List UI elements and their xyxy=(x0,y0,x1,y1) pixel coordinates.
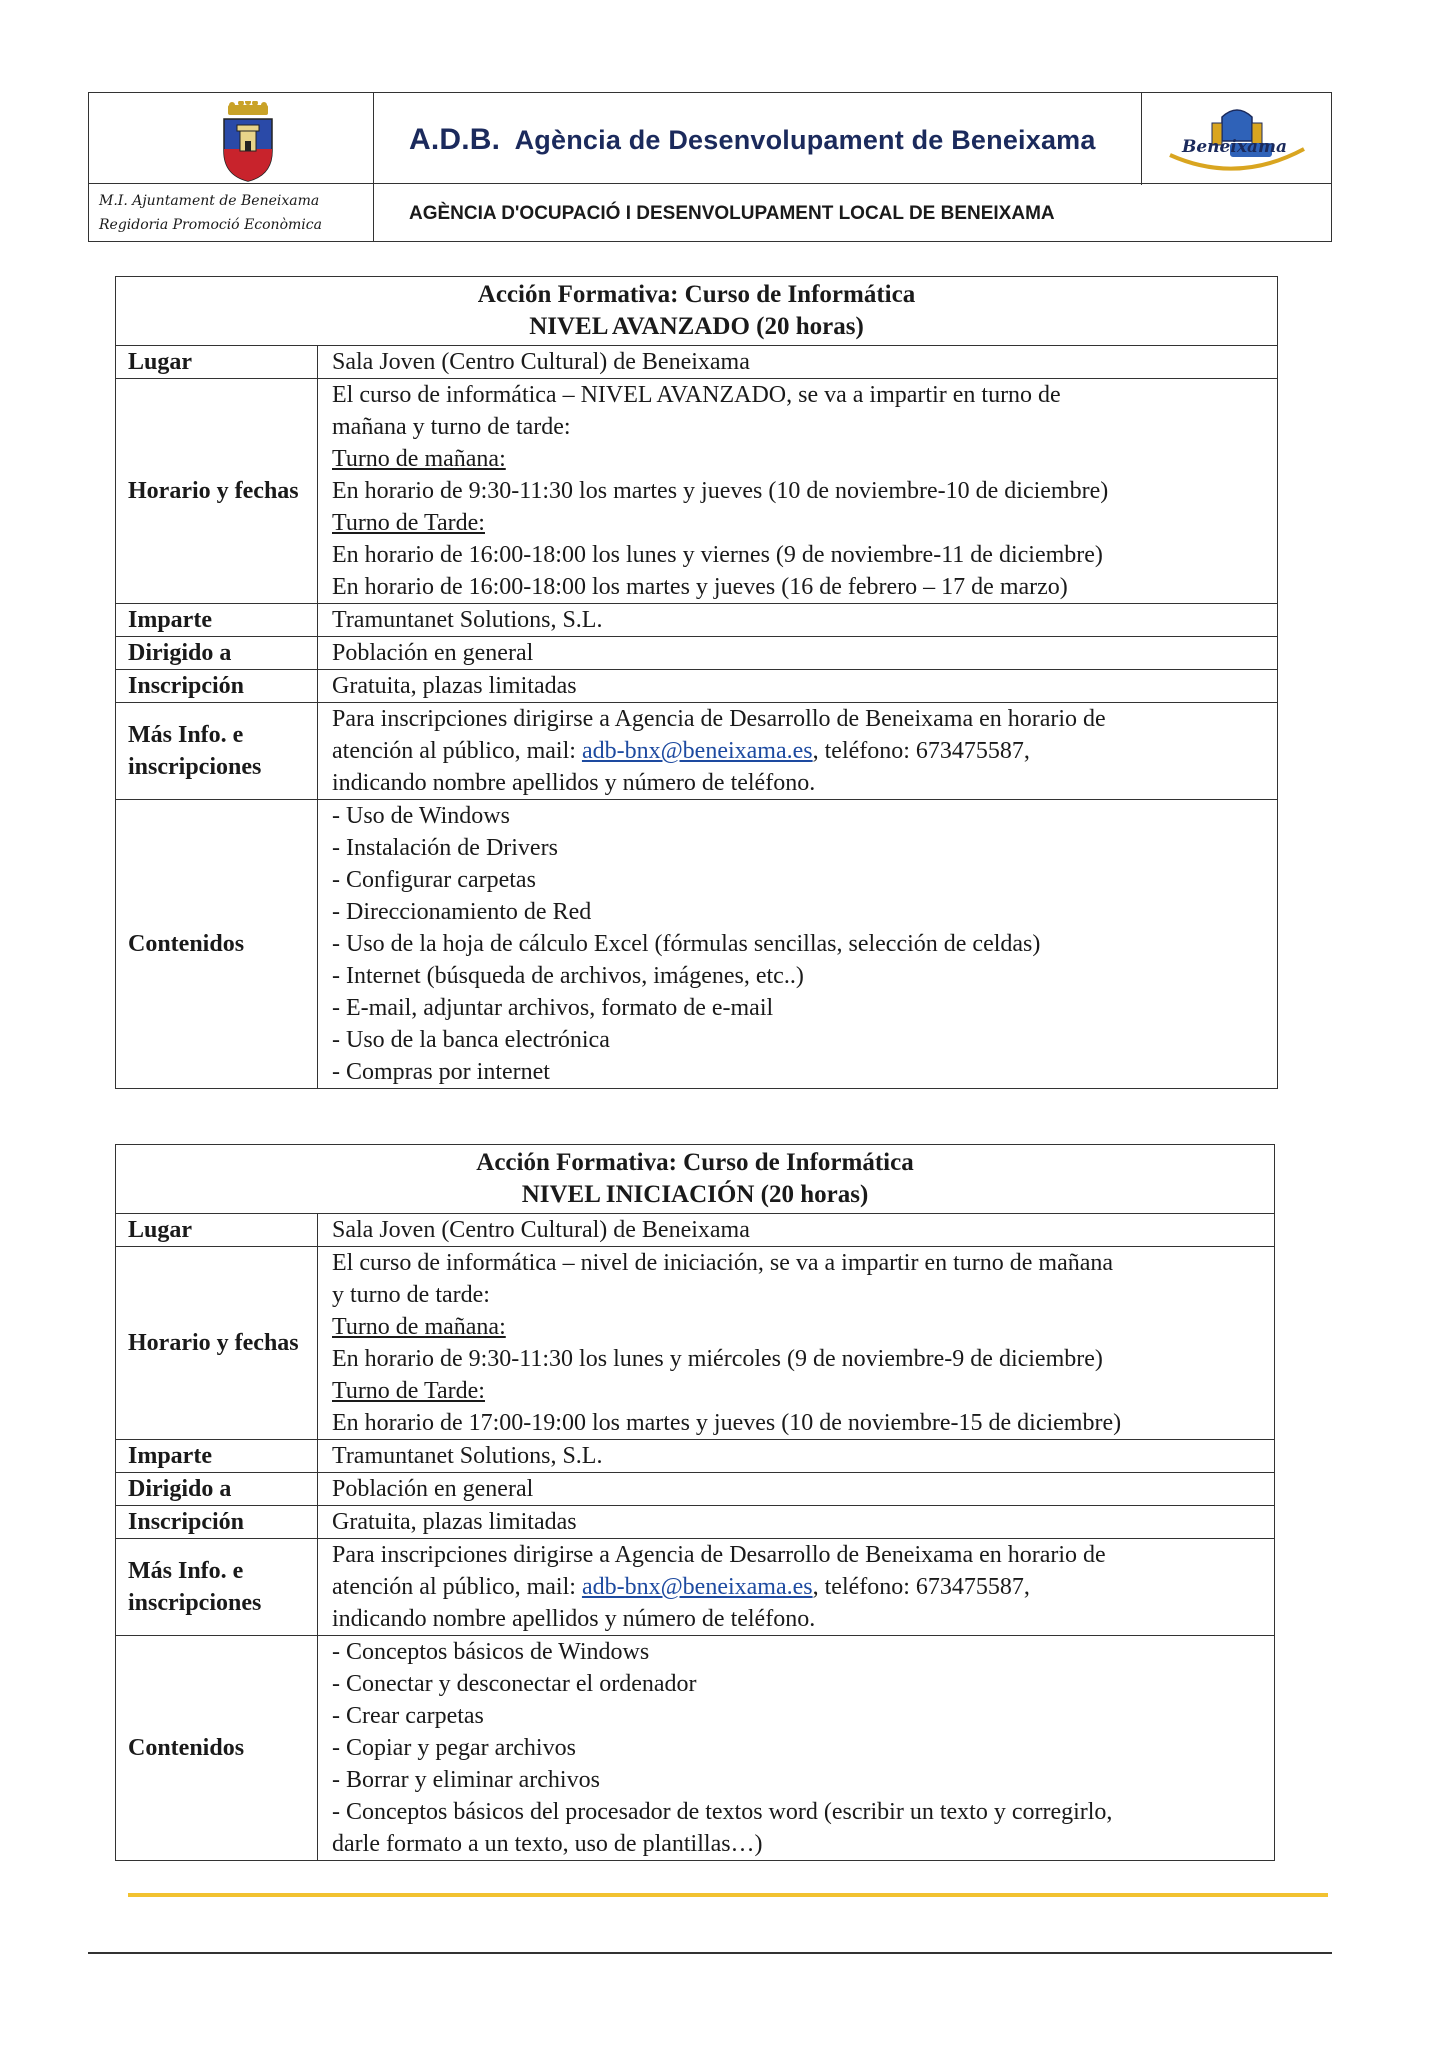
info-label: Más Info. e inscripciones xyxy=(116,703,318,800)
list-item: - Conceptos básicos del procesador de textos word (escribir un texto y corregirlo, xyxy=(332,1799,1113,1825)
email-link[interactable]: adb-bnx@beneixama.es xyxy=(581,1574,813,1600)
lugar-row xyxy=(116,1214,1275,1247)
horario-value: El curso de informática – nivel de iniciación, se va a impartir en turno de mañana y turno de tarde: Turno de mañana: En horario de 9:30-11:30 los lunes y miércoles (9 de noviembre-9 de diciembre) Turno de Tarde: En horario de 17:00-19:00 los martes y jueves (10 de noviembre-15 de diciembre) xyxy=(318,1247,1275,1440)
list-item: - Copiar y pegar archivos xyxy=(332,1735,576,1761)
course-title-row xyxy=(116,277,1278,346)
dirigido-value: Población en general xyxy=(318,1473,1275,1506)
info-value: Para inscripciones dirigirse a Agencia de Desarrollo de Beneixama en horario de atención al público, mail: adb-bnx@beneixama.es, teléfono: 673475587, indicando nombre apellidos y número de teléfono. xyxy=(318,703,1278,800)
lugar-label: Lugar xyxy=(116,346,318,379)
course-iniciacion-table xyxy=(115,1144,1275,1861)
agency-subtitle: AGÈNCIA D'OCUPACIÓ I DESENVOLUPAMENT LOCAL DE BENEIXAMA xyxy=(409,203,1055,224)
list-item: - Configurar carpetas xyxy=(332,867,536,893)
imparte-value: Tramuntanet Solutions, S.L. xyxy=(318,604,1278,637)
contenidos-row xyxy=(116,1636,1275,1861)
list-item: - Uso de Windows xyxy=(332,803,510,829)
inscripcion-value: Gratuita, plazas limitadas xyxy=(318,1506,1275,1539)
agency-title: A.D.B. Agència de Desenvolupament de Beneixama xyxy=(409,123,1096,156)
page-bottom-border xyxy=(88,1952,1332,1954)
dirigido-label: Dirigido a xyxy=(116,637,318,670)
list-item: - Instalación de Drivers xyxy=(332,835,558,861)
lugar-value: Sala Joven (Centro Cultural) de Beneixama xyxy=(318,346,1278,379)
lugar-label: Lugar xyxy=(116,1214,318,1247)
beneixama-logo-text: Beneixama xyxy=(1182,137,1287,157)
list-item: - Borrar y eliminar archivos xyxy=(332,1767,600,1793)
info-value: Para inscripciones dirigirse a Agencia de Desarrollo de Beneixama en horario de atención al público, mail: adb-bnx@beneixama.es, teléfono: 673475587, indicando nombre apellidos y número de teléfono. xyxy=(318,1539,1275,1636)
horario-label: Horario y fechas xyxy=(116,1247,318,1440)
info-row xyxy=(116,1539,1275,1636)
inscripcion-label: Inscripción xyxy=(116,1506,318,1539)
course-title: Acción Formativa: Curso de Informática NIVEL INICIACIÓN (20 horas) xyxy=(116,1145,1275,1214)
contenidos-value xyxy=(318,800,1278,1089)
course-title-row xyxy=(116,1145,1275,1214)
list-item: - Direccionamiento de Red xyxy=(332,899,592,925)
coat-of-arms-icon xyxy=(214,101,282,183)
contenidos-label: Contenidos xyxy=(116,1636,318,1861)
lugar-row xyxy=(116,346,1278,379)
inscripcion-row xyxy=(116,670,1278,703)
list-item: - E-mail, adjuntar archivos, formato de e-mail xyxy=(332,995,774,1021)
info-label: Más Info. e inscripciones xyxy=(116,1539,318,1636)
list-item: - Conceptos básicos de Windows xyxy=(332,1639,650,1665)
inscripcion-row xyxy=(116,1506,1275,1539)
contenidos-label: Contenidos xyxy=(116,800,318,1089)
contenidos-row xyxy=(116,800,1278,1089)
footer-rule xyxy=(128,1893,1328,1897)
dirigido-value: Población en general xyxy=(318,637,1278,670)
imparte-label: Imparte xyxy=(116,1440,318,1473)
imparte-value: Tramuntanet Solutions, S.L. xyxy=(318,1440,1275,1473)
dirigido-row xyxy=(116,637,1278,670)
horario-row xyxy=(116,1247,1275,1440)
letterhead xyxy=(88,92,1332,242)
imparte-row xyxy=(116,604,1278,637)
list-item: darle formato a un texto, uso de plantillas…) xyxy=(332,1831,763,1857)
lugar-value: Sala Joven (Centro Cultural) de Beneixama xyxy=(318,1214,1275,1247)
info-row xyxy=(116,703,1278,800)
list-item: - Internet (búsqueda de archivos, imágenes, etc..) xyxy=(332,963,804,989)
list-item: - Conectar y desconectar el ordenador xyxy=(332,1671,697,1697)
contenidos-value xyxy=(318,1636,1275,1861)
imparte-label: Imparte xyxy=(116,604,318,637)
list-item: - Crear carpetas xyxy=(332,1703,484,1729)
list-item: - Uso de la banca electrónica xyxy=(332,1027,610,1053)
list-item: - Compras por internet xyxy=(332,1059,550,1085)
dirigido-row xyxy=(116,1473,1275,1506)
imparte-row xyxy=(116,1440,1275,1473)
inscripcion-value: Gratuita, plazas limitadas xyxy=(318,670,1278,703)
beneixama-logo xyxy=(1141,93,1331,185)
horario-row xyxy=(116,379,1278,604)
horario-label: Horario y fechas xyxy=(116,379,318,604)
email-link[interactable]: adb-bnx@beneixama.es xyxy=(581,738,813,764)
course-avanzado-table xyxy=(115,276,1278,1089)
list-item: - Uso de la hoja de cálculo Excel (fórmulas sencillas, selección de celdas) xyxy=(332,931,1041,957)
inscripcion-label: Inscripción xyxy=(116,670,318,703)
horario-value: El curso de informática – NIVEL AVANZADO, se va a impartir en turno de mañana y turno de tarde: Turno de mañana: En horario de 9:30-11:30 los martes y jueves (10 de noviembre-10 de diciembre) Turno de Tarde: En horario de 16:00-18:00 los lunes y viernes (9 de noviembre-11 de diciembre) En horario de 16:00-18:00 los martes y jueves (16 de febrero – 17 de marzo) xyxy=(318,379,1278,604)
municipality-block xyxy=(89,93,374,241)
ajuntament-caption: M.I. Ajuntament de Beneixama Regidoria Promoció Econòmica xyxy=(99,193,322,233)
dirigido-label: Dirigido a xyxy=(116,1473,318,1506)
course-title: Acción Formativa: Curso de Informática NIVEL AVANZADO (20 horas) xyxy=(116,277,1278,346)
